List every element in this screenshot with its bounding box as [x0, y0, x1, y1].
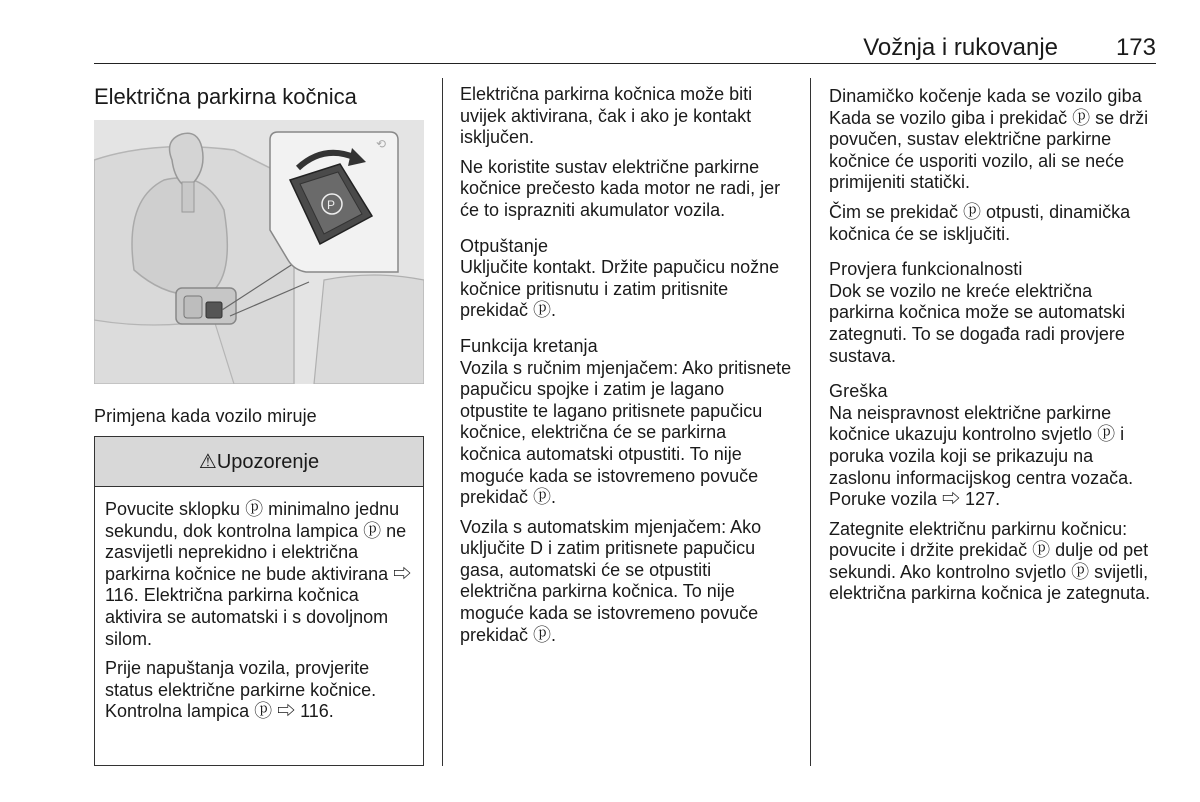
- paragraph-dynamic-2: Čim se prekidač ⓟ otpusti, dinamička kočnica će se isključiti.: [829, 201, 1131, 244]
- page-number: 173: [1115, 34, 1156, 61]
- column-divider-2: [810, 78, 811, 766]
- warning-paragraph-2: Prije napuštanja vozila, provjerite status električne parkirne kočnice. Kontrolna lampica ⓟ ⇨ 116.: [105, 658, 377, 722]
- paragraph-function-check: Dok se vozilo ne kreće električna parkirna kočnica može se automatski zategnuti. To se događa radi provjere sustava.: [829, 280, 1126, 366]
- page-header: [94, 30, 1156, 64]
- paragraph-fault-2: Zategnite električnu parkirnu kočnicu: povucite i držite prekidač ⓟ dulje od pet sekundi. Ako kontrolno svjetlo ⓟ svijetli, električna parkirna kočnica je zategnuta.: [829, 518, 1151, 604]
- paragraph-battery: Ne koristite sustav električne parkirne kočnice prečesto kada motor ne radi, jer će to isprazniti akumulator vozila.: [460, 156, 781, 220]
- paragraph-always-active: Električna parkirna kočnica može biti uvijek aktivirana, čak i ako je kontakt isključen.: [460, 84, 753, 148]
- heading-drive-function: Funkcija kretanja: [460, 335, 598, 356]
- section-title: Vožnja i rukovanje: [863, 34, 1058, 61]
- paragraph-automatic: Vozila s automatskim mjenjačem: Ako uključite D i zatim pritisnete papučicu gasa, automatski će se otpustiti električna parkirna kočnica. To nije moguće kada se istovremeno povuče prekidač ⓟ.: [460, 516, 762, 645]
- paragraph-manual: Vozila s ručnim mjenjačem: Ako pritisnete papučicu spojke i zatim je lagano otpustite te lagano pritisnete papučicu kočnice, električna će se parkirna kočnica automatski otpustiti. To nije moguće kada se istovremeno povuče prekidač ⓟ.: [460, 357, 792, 508]
- warning-icon: ⚠: [198, 451, 217, 473]
- parking-brake-illustration: [94, 120, 424, 384]
- warning-paragraph-1: Povucite sklopku ⓟ minimalno jednu sekundu, dok kontrolna lampica ⓟ ne zasvijetli neprekidno i električna parkirna kočnice ne bude aktivirana ⇨ 116. Električna parkirna kočnica aktivira se automatski i s dovoljnom silom.: [105, 499, 412, 649]
- column-3: [829, 84, 1159, 613]
- heading-fault: Greška: [829, 381, 888, 402]
- column-divider-1: [442, 78, 443, 766]
- svg-text:⟲: ⟲: [376, 137, 387, 151]
- column-2: [460, 84, 792, 654]
- warning-header: [95, 437, 423, 487]
- heading-release: Otpuštanje: [460, 235, 549, 256]
- warning-box: [94, 436, 424, 766]
- paragraph-dynamic-1: Kada se vozilo giba i prekidač ⓟ se drži povučen, sustav električne parkirne kočnice će usporiti vozilo, ali se neće primijeniti statički.: [829, 107, 1149, 193]
- heading-function-check: Provjera funkcionalnosti: [829, 259, 1023, 280]
- warning-body: [95, 487, 423, 723]
- column-1: [94, 78, 424, 108]
- warning-title: Upozorenje: [216, 451, 320, 473]
- svg-text:P: P: [327, 198, 336, 212]
- paragraph-fault-1: Na neispravnost električne parkirne kočnice ukazuju kontrolno svjetlo ⓟ i poruka vozila koji se prikazuju na zaslonu informacijskog centra vozača. Poruke vozila ⇨ 127.: [829, 402, 1134, 510]
- heading-dynamic-braking: Dinamičko kočenje kada se vozilo giba: [829, 86, 1142, 106]
- subheading-stationary: Primjena kada vozilo miruje: [94, 406, 317, 426]
- paragraph-release: Uključite kontakt. Držite papučicu nožne kočnice pritisnutu i zatim pritisnite prekidač ⓟ.: [460, 257, 780, 321]
- main-heading: Električna parkirna kočnica: [94, 84, 357, 109]
